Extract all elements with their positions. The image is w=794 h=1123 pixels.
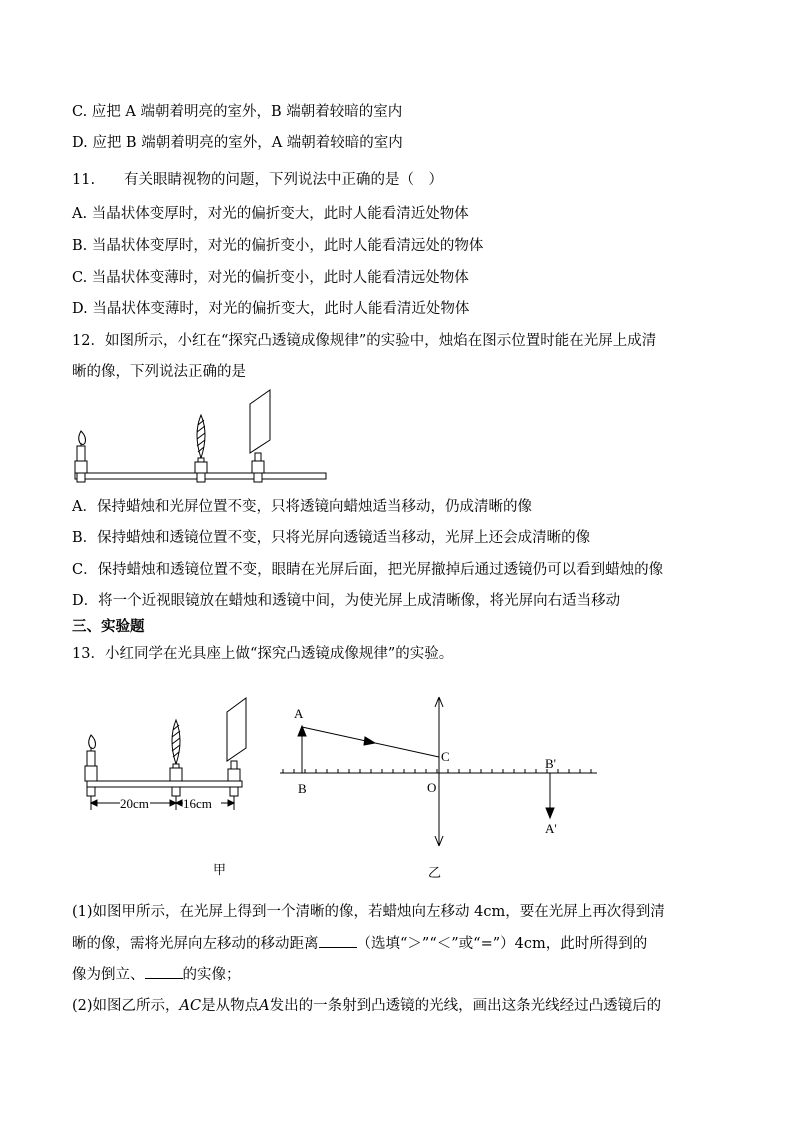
q11-stem: 11. 有关眼睛视物的问题，下列说法中正确的是（ ） [72, 172, 444, 188]
q12-stem-line1: 12．如图所示，小红在“探究凸透镜成像规律”的实验中，烛焰在图示位置时能在光屏上成清 [72, 333, 657, 349]
q13-part2-c: 发出的一条射到凸透镜的光线，画出这条光线经过凸透镜后的 [269, 998, 662, 1014]
q11-option-c: C. 当晶状体变薄时，对光的偏折变小，此时人能看清远处物体 [72, 270, 469, 286]
q13-part1-line3-b: 的实像； [182, 967, 241, 983]
q11-option-d: D. 当晶状体变薄时，对光的偏折变大，此时人能看清近处物体 [72, 301, 470, 317]
q12-option-b: B．保持蜡烛和透镜位置不变，只将光屏向透镜适当移动，光屏上还会成清晰的像 [72, 530, 591, 546]
jia-dist2: 16cm [183, 796, 212, 811]
label-C: C [441, 749, 450, 764]
label-B-prime: B' [545, 756, 557, 771]
q12-option-c: C．保持蜡烛和透镜位置不变，眼睛在光屏后面，把光屏撤掉后通过透镜仍可以看到蜡烛的像 [72, 562, 664, 578]
q13-part1-line3-a: 像为倒立、 [72, 967, 145, 983]
jia-caption: 甲 [213, 863, 227, 878]
q11-option-a: A. 当晶状体变厚时，对光的偏折变大，此时人能看清近处物体 [72, 206, 469, 222]
label-A: A [294, 706, 304, 721]
q10-option-c: C. 应把 A 端朝着明亮的室外，B 端朝着较暗的室内 [72, 104, 403, 120]
q10-option-d: D. 应把 B 端朝着明亮的室外，A 端朝着较暗的室内 [72, 135, 403, 151]
ray-arrowhead [364, 737, 375, 745]
q13-part2-a: (2)如图乙所示， [72, 998, 180, 1014]
yi-caption: 乙 [428, 866, 442, 881]
q13-part1-line3 [72, 964, 241, 985]
answer-blank-1[interactable] [319, 933, 357, 948]
q13-part1-line2-b: （选填“＞”“＜”或“=”）4cm，此时所得到的 [356, 936, 648, 952]
q13-part2-b: 是从物点 [201, 998, 260, 1014]
q13-part1-line1: (1)如图甲所示，在光屏上得到一个清晰的像，若蜡烛向左移动 4cm，要在光屏上再次得到清 [72, 904, 665, 920]
q12-option-a: A．保持蜡烛和光屏位置不变，只将透镜向蜡烛适当移动，仍成清晰的像 [72, 499, 532, 515]
q11-option-b: B. 当晶状体变厚时，对光的偏折变小，此时人能看清远处的物体 [72, 238, 484, 254]
answer-blank-2[interactable] [145, 964, 183, 979]
q12-option-d: D．将一个近视眼镜放在蜡烛和透镜中间，为使光屏上成清晰像，将光屏向右适当移动 [72, 593, 621, 609]
label-A-prime: A' [545, 821, 557, 836]
label-B: B [298, 781, 307, 796]
section-title: 三、实验题 [72, 619, 145, 635]
jia-dist1: 20cm [120, 796, 149, 811]
q13-part1-line2 [72, 933, 647, 954]
q13-part2-A: A [259, 998, 270, 1014]
image-arrowhead [546, 808, 554, 818]
q13-part2-line1 [72, 996, 661, 1016]
q13-part1-line2-a: 晰的像，需将光屏向左移动的移动距离 [72, 936, 319, 952]
label-O: O [427, 780, 437, 795]
q13-stem: 13．小红同学在光具座上做“探究凸透镜成像规律”的实验。 [72, 646, 454, 662]
q12-stem-line2: 晰的像，下列说法正确的是 [72, 364, 246, 380]
q13-part2-ac: AC [179, 998, 202, 1014]
